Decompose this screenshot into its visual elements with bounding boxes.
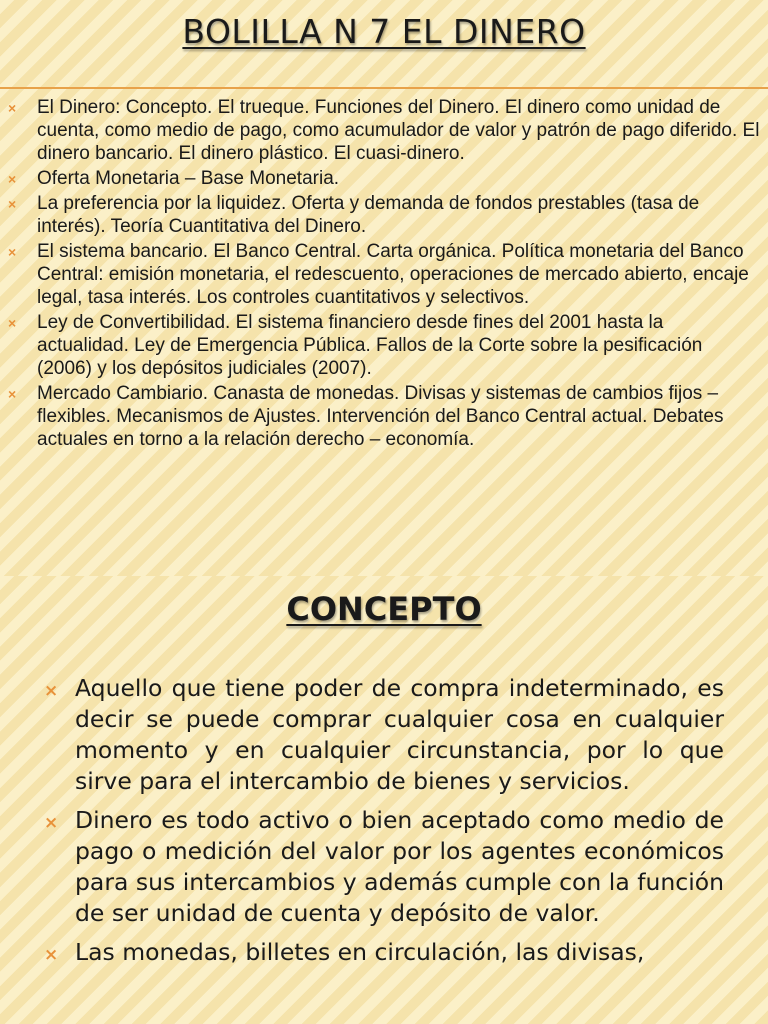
bullet-x-icon: × — [44, 681, 59, 701]
slide-concepto — [0, 576, 768, 1024]
list-item — [44, 673, 724, 797]
title-divider — [0, 87, 768, 89]
list-item-text: Dinero es todo activo o bien aceptado como medio de pago o medición del valor por los agentes económicos para sus intercambios y además cumple con la función de ser unidad de cuenta y depósito de valor. — [75, 806, 724, 927]
list-item — [44, 805, 724, 929]
bullet-x-icon: × — [8, 171, 17, 187]
slide-title: CONCEPTO — [286, 590, 482, 628]
list-item — [8, 192, 760, 238]
list-item-text: Oferta Monetaria – Base Monetaria. — [37, 168, 340, 189]
bullet-x-icon: × — [44, 813, 59, 833]
list-item-text: Aquello que tiene poder de compra indeterminado, es decir se puede comprar cualquier cosa en cualquier momento y en cualquier circunstancia, por lo que sirve para el intercambio de bienes y servicios. — [75, 674, 724, 795]
list-item — [8, 167, 760, 190]
bullet-x-icon: × — [8, 196, 17, 212]
bullet-x-icon: × — [8, 386, 17, 402]
bullet-x-icon: × — [44, 945, 59, 965]
bullet-x-icon: × — [8, 244, 17, 260]
list-item-text: El sistema bancario. El Banco Central. Carta orgánica. Política monetaria del Banco Central: emisión monetaria, el redescuento, operaciones de mercado abierto, encaje legal, tasa interés. Los controles cuantitativos y selectivos. — [37, 241, 749, 308]
list-item — [8, 382, 760, 451]
bullet-x-icon: × — [8, 100, 17, 116]
list-item — [8, 240, 760, 309]
list-item-text: Las monedas, billetes en circulación, las divisas, — [75, 938, 645, 966]
definition-list — [44, 673, 724, 976]
list-item — [8, 96, 760, 165]
slide-title: BOLILLA N 7 EL DINERO — [182, 12, 586, 51]
list-item-text: La preferencia por la liquidez. Oferta y demanda de fondos prestables (tasa de interés). Teoría Cuantitativa del Dinero. — [37, 193, 700, 237]
topic-list — [8, 96, 760, 453]
list-item-text: Mercado Cambiario. Canasta de monedas. Divisas y sistemas de cambios fijos – flexibles. Mecanismos de Ajustes. Intervención del Banco Central actual. Debates actuales en torno a la relación derecho – economía. — [37, 383, 724, 450]
list-item — [44, 937, 724, 968]
list-item-text: El Dinero: Concepto. El trueque. Funciones del Dinero. El dinero como unidad de cuenta, como medio de pago, como acumulador de valor y patrón de pago diferido. El dinero bancario. El dinero plástico. El cuasi-dinero. — [37, 97, 760, 164]
list-item — [8, 311, 760, 380]
list-item-text: Ley de Convertibilidad. El sistema financiero desde fines del 2001 hasta la actualidad. Ley de Emergencia Pública. Fallos de la Corte sobre la pesificación (2006) y los depósitos judiciales (2007). — [37, 312, 703, 379]
bullet-x-icon: × — [8, 315, 17, 331]
